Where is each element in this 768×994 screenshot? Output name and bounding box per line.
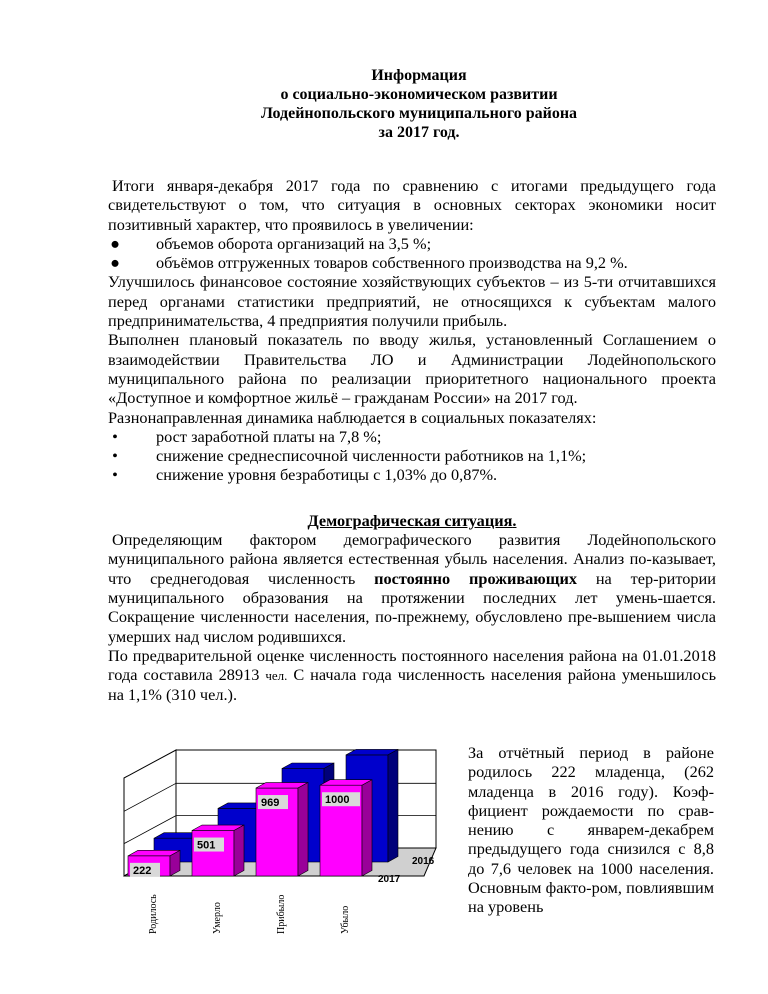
bar-2016-Убыло-side (388, 749, 398, 862)
list-item: • снижение среднесписочной численности работников на 1,1%; (108, 446, 716, 465)
population-paragraph: По предварительной оценке численность постоянного населения района на 01.01.2018 года составила 28913 чел. С начала года численность населения района уменьшилось на 1,1% (310 чел.). (108, 645, 716, 705)
bar-2017-Убыло-side (362, 780, 372, 876)
document-title (0, 66, 768, 142)
list-item: • рост заработной платы на 7,8 %; (108, 427, 716, 446)
title-line-1: Информация (371, 67, 467, 84)
bullet-icon: • (112, 426, 118, 446)
category-label: Убыло (340, 905, 351, 934)
social-paragraph: Разнонаправленная динамика наблюдается в социальных показателях: (108, 407, 597, 427)
depth-label: 2016 (412, 856, 435, 867)
bullet-icon: • (112, 446, 118, 466)
title-line-4: за 2017 год. (378, 124, 460, 141)
depth-label: 2017 (378, 874, 401, 885)
finance-paragraph: Улучшилось финансовое состояние хозяйствующих субъектов – из 5-ти отчитавшихся перед органами статистики предприятий, не относящихся к субъектам малого предпринимательства, 4 предприятия получили прибыль. (108, 272, 716, 331)
bullet-icon: ● (110, 233, 120, 253)
births-paragraph: За отчётный период в районе родилось 222 младенца, (262 младенца в 2016 году). Коэф-фициент рождаемости по срав-нению с январем-декабрем предыдущего года снизился с 8,8 до 7,6 человек на 1000 населения. Основным факто-ром, повлиявшим на уровень (468, 743, 714, 917)
bar-2017-Умерло-side (234, 825, 244, 876)
intro-paragraph: Итоги января-декабря 2017 года по сравнению с итогами предыдущего года свидетельствуют о том, что ситуация в основных секторах экономики носит позитивный характер, что проявилось в увеличении: (108, 176, 716, 234)
list-item: ● объемов оборота организаций на 3,5 %; (110, 233, 432, 253)
data-label: 222 (133, 864, 152, 877)
data-label: 1000 (325, 794, 350, 807)
title-line-3: Лодейнопольского муниципального района (260, 105, 578, 122)
list-item: • снижение уровня безработицы с 1,03% до 0,87%. (108, 465, 716, 484)
bar-2017-Прибыло-side (298, 783, 308, 876)
housing-paragraph: Выполнен плановый показатель по вводу жилья, установленный Соглашением о взаимодействии Правительства ЛО и Администрации Лодейнопольского муниципального района по реализации приоритетного национального проекта «Доступное и комфортное жильё – гражданам России» на 2017 год. (108, 330, 716, 408)
category-label: Умерло (212, 902, 223, 934)
data-label: 501 (197, 839, 216, 852)
bar-2017-Умерло (192, 831, 234, 876)
category-label: Родилось (148, 894, 159, 934)
title-line-2: о социально-экономическом развитии (280, 86, 558, 103)
intro-section (108, 176, 716, 705)
data-label: 969 (261, 797, 280, 810)
demography-chart (106, 744, 446, 940)
list-item: ● объёмов отгруженных товаров собственного производства на 9,2 %. (110, 253, 628, 273)
section-heading: Демографическая ситуация. (307, 510, 517, 530)
bullet-icon: • (112, 465, 118, 485)
demography-paragraph: Определяющим фактором демографического развития Лодейнопольского муниципального района является естественная убыль населения. Анализ по-казывает, что среднегодовая численность постоянно проживающих на тер-ритории муниципального образования на протяжении последних лет умень-шается. Сокращение численности населения, по-прежнему, обусловлено пре-вышением числа умерших над числом родившихся. (108, 530, 716, 646)
bullet-icon: ● (110, 253, 120, 273)
category-label: Прибыло (276, 894, 287, 934)
